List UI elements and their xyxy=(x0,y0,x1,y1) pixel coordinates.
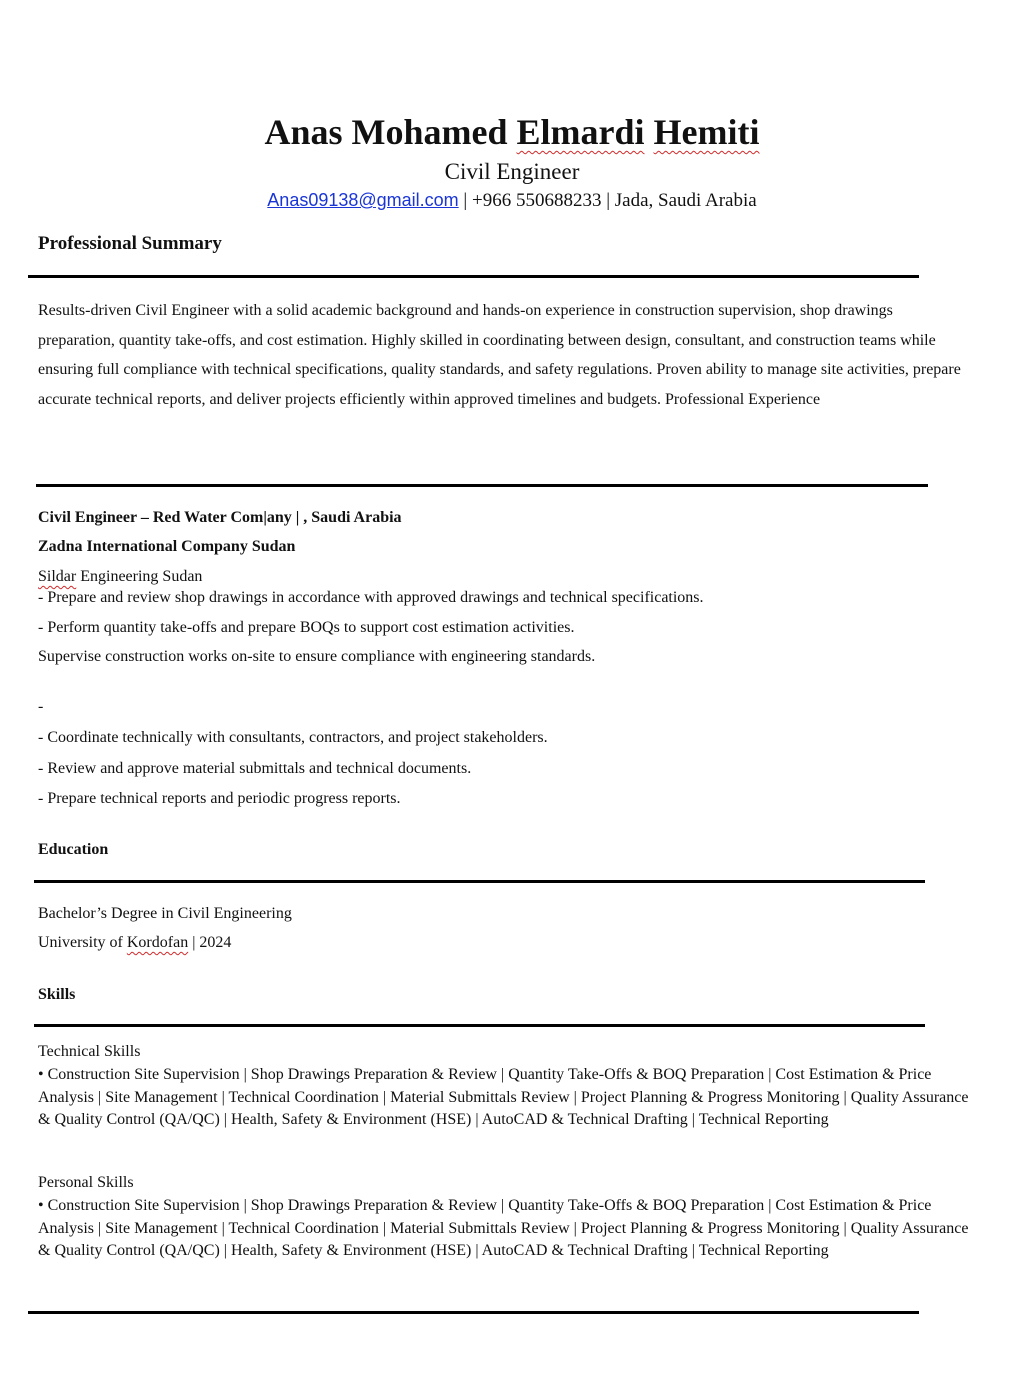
university-year: | 2024 xyxy=(188,934,232,951)
skills-heading: Skills xyxy=(38,986,76,1003)
list-item: - xyxy=(38,698,44,715)
personal-skills-label: Personal Skills xyxy=(38,1174,134,1191)
section-divider xyxy=(36,484,928,487)
section-divider xyxy=(28,275,919,278)
list-item: - Prepare technical reports and periodic progress reports. xyxy=(38,790,401,807)
degree: Bachelor’s Degree in Civil Engineering xyxy=(38,905,292,922)
list-item: - Coordinate technically with consultants, contractors, and project stakeholders. xyxy=(38,729,548,746)
technical-skills-label: Technical Skills xyxy=(38,1043,141,1060)
email-link[interactable]: Anas09138@gmail.com xyxy=(267,190,459,210)
university-prefix: University of xyxy=(38,934,127,951)
name-part-elmardi: Elmardi xyxy=(516,112,645,152)
name-part-hemiti: Hemiti xyxy=(653,112,760,152)
summary-heading: Professional Summary xyxy=(38,233,222,254)
sildar-word: Sildar xyxy=(38,568,77,585)
summary-text: Results-driven Civil Engineer with a solid academic background and hands-on experience in construction supervision, shop drawings preparation, quantity take-offs, and cost estimation. Highly skilled in coordinating between design, consultant, and construction teams while ensuring full compliance with technical specifications, quality standards, and safety regulations. Proven ability to manage site activities, prepare accurate technical reports, and deliver projects efficiently within approved timelines and budgets. Professional Experience xyxy=(38,302,961,408)
contact-line xyxy=(0,187,1024,214)
personal-skills-text: • Construction Site Supervision | Shop Drawings Preparation & Review | Quantity Take-Offs & BOQ Preparation | Cost Estimation & Price Analysis | Site Management | Technical Coordination | Material Submittals Review | Project Planning & Progress Monitoring | Quality Assurance & Quality Control (QA/QC) | Health, Safety & Environment (HSE) | AutoCAD & Technical Drafting | Technical Reporting xyxy=(38,1197,969,1259)
university-name: Kordofan xyxy=(126,934,189,951)
technical-skills-text: • Construction Site Supervision | Shop Drawings Preparation & Review | Quantity Take-Offs & BOQ Preparation | Cost Estimation & Price Analysis | Site Management | Technical Coordination | Material Submittals Review | Project Planning & Progress Monitoring | Quality Assurance & Quality Control (QA/QC) | Health, Safety & Environment (HSE) | AutoCAD & Technical Drafting | Technical Reporting xyxy=(38,1066,969,1128)
name-plain: Anas Mohamed xyxy=(264,112,517,152)
university xyxy=(38,932,231,954)
sildar-rest: Engineering Sudan xyxy=(76,568,203,585)
list-item: - Perform quantity take-offs and prepare BOQs to support cost estimation activities. xyxy=(38,619,575,636)
job-sildar-engineering xyxy=(38,566,202,588)
job-civil-engineer-red-water: Civil Engineer – Red Water Com|any | , Saudi Arabia xyxy=(38,509,402,526)
job-title: Civil Engineer xyxy=(444,159,580,184)
section-divider xyxy=(34,1024,925,1027)
list-item: Supervise construction works on-site to ensure compliance with engineering standards. xyxy=(38,648,596,665)
job-zadna-international: Zadna International Company Sudan xyxy=(38,538,296,555)
section-divider xyxy=(28,1311,919,1314)
candidate-name xyxy=(0,110,1024,154)
section-divider xyxy=(34,880,925,883)
list-item: - Prepare and review shop drawings in accordance with approved drawings and technical specifications. xyxy=(38,589,704,606)
contact-details: | +966 550688233 | Jada, Saudi Arabia xyxy=(458,190,757,211)
list-item: - Review and approve material submittals and technical documents. xyxy=(38,760,472,777)
education-heading: Education xyxy=(38,841,109,858)
